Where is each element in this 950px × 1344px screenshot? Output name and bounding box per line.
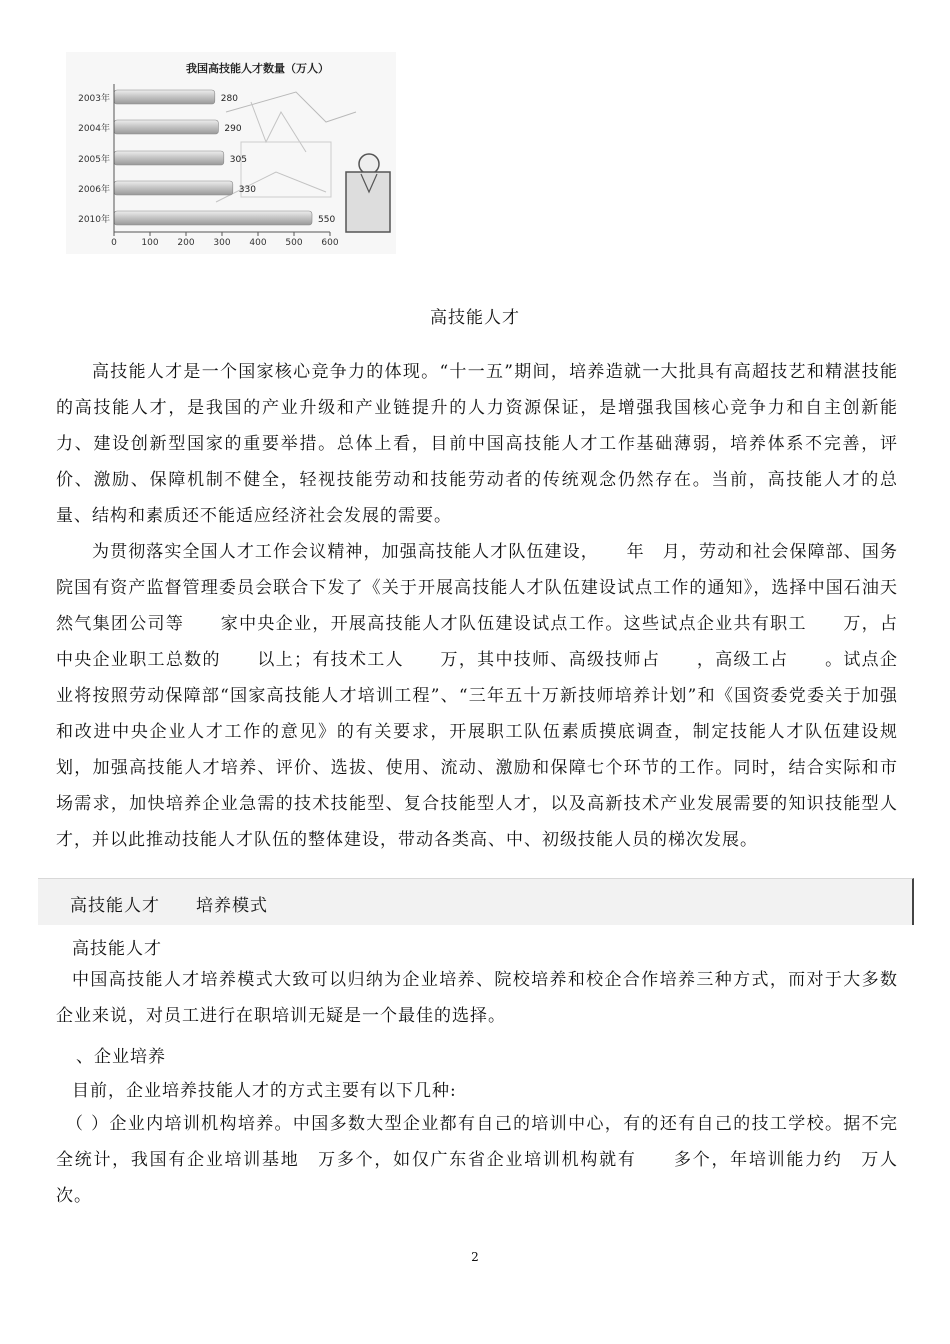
paragraph-modes: 中国高技能人才培养模式大致可以归纳为企业培养、院校培养和校企合作培养三种方式，而对于大多数企业来说，对员工进行在职培训无疑是一个最佳的选择。 bbox=[56, 970, 898, 1026]
bar-chart bbox=[66, 52, 396, 254]
bar-chart-figure bbox=[66, 52, 396, 254]
category-label: 2006年 bbox=[78, 185, 110, 195]
category-label: 2010年 bbox=[78, 215, 110, 225]
bar-value-label: 280 bbox=[220, 94, 238, 104]
x-tick-label: 600 bbox=[321, 238, 339, 248]
methods-intro: 目前，企业培养技能人才的方式主要有以下几种: bbox=[72, 1081, 457, 1101]
figure-caption: 高技能人才 bbox=[430, 308, 520, 328]
category-label: 2003年 bbox=[78, 94, 110, 104]
bar bbox=[114, 120, 218, 134]
bar-value-label: 550 bbox=[318, 215, 336, 225]
bar bbox=[114, 90, 215, 104]
decorative-illustration bbox=[216, 92, 356, 202]
section-label-talent: 高技能人才 bbox=[70, 896, 160, 916]
paragraph-inhouse: （ ）企业内培训机构培养。中国多数大型企业都有自己的培训中心，有的还有自己的技工学校。据不完全统计，我国有企业培训基地 万多个，如仅广东省企业培训机构就有 多个，年培训能力约 万人次。 bbox=[56, 1114, 898, 1206]
paragraph-pilot: 为贯彻落实全国人才工作会议精神，加强高技能人才队伍建设， 年 月，劳动和社会保障部、国务院国有资产监督管理委员会联合下发了《关于开展高技能人才队伍建设试点工作的通知》，选择中国石油天然气集团公司等 家中央企业，开展高技能人才队伍建设试点工作。这些试点企业共有职工 万，占中央企业职工总数的 以上；有技术工人 万，其中技师、高级技师占 ，高级工占 。试点企业将按照劳动保障部“国家高技能人才培训工程”、“三年五十万新技师培养计划”和《国资委党委关于加强和改进中央企业人才工作的意见》的有关要求，开展职工队伍素质摸底调查，制定技能人才队伍建设规划，加强高技能人才培养、评价、选拔、使用、流动、激励和保障七个环节的工作。同时，结合实际和市场需求，加快培养企业急需的技术技能型、复合技能型人才，以及高新技术产业发展需要的知识技能型人才，并以此推动技能人才队伍的整体建设，带动各类高、中、初级技能人员的梯次发展。 bbox=[56, 542, 898, 850]
x-tick-label: 300 bbox=[213, 238, 231, 248]
bar-value-label: 330 bbox=[238, 185, 256, 195]
section-label-mode: 培养模式 bbox=[196, 896, 268, 916]
category-label: 2005年 bbox=[78, 155, 110, 165]
x-tick-label: 100 bbox=[141, 238, 159, 248]
section-heading: 高技能人才 bbox=[72, 939, 162, 959]
x-tick-label: 0 bbox=[111, 238, 117, 248]
bar-value-label: 305 bbox=[229, 155, 247, 165]
bar-value-label: 290 bbox=[224, 124, 242, 134]
category-label: 2004年 bbox=[78, 124, 110, 134]
page-number: 2 bbox=[471, 1250, 479, 1264]
bar bbox=[114, 211, 312, 225]
person-icon bbox=[346, 154, 390, 232]
section-header-bar bbox=[38, 878, 914, 925]
bar bbox=[114, 181, 233, 195]
chart-title: 我国高技能人才数量（万人） bbox=[186, 62, 329, 75]
paragraph-intro: 高技能人才是一个国家核心竞争力的体现。“十一五”期间，培养造就一大批具有高超技艺和精湛技能的高技能人才，是我国的产业升级和产业链提升的人力资源保证，是增强我国核心竞争力和自主创新能力、建设创新型国家的重要举措。总体上看，目前中国高技能人才工作基础薄弱，培养体系不完善，评价、激励、保障机制不健全，轻视技能劳动和技能劳动者的传统观念仍然存在。当前，高技能人才的总量、结构和素质还不能适应经济社会发展的需要。 bbox=[56, 362, 898, 526]
x-tick-label: 500 bbox=[285, 238, 303, 248]
bar bbox=[114, 151, 224, 165]
enterprise-heading: 、企业培养 bbox=[76, 1047, 166, 1067]
x-tick-label: 400 bbox=[249, 238, 267, 248]
x-tick-label: 200 bbox=[177, 238, 195, 248]
